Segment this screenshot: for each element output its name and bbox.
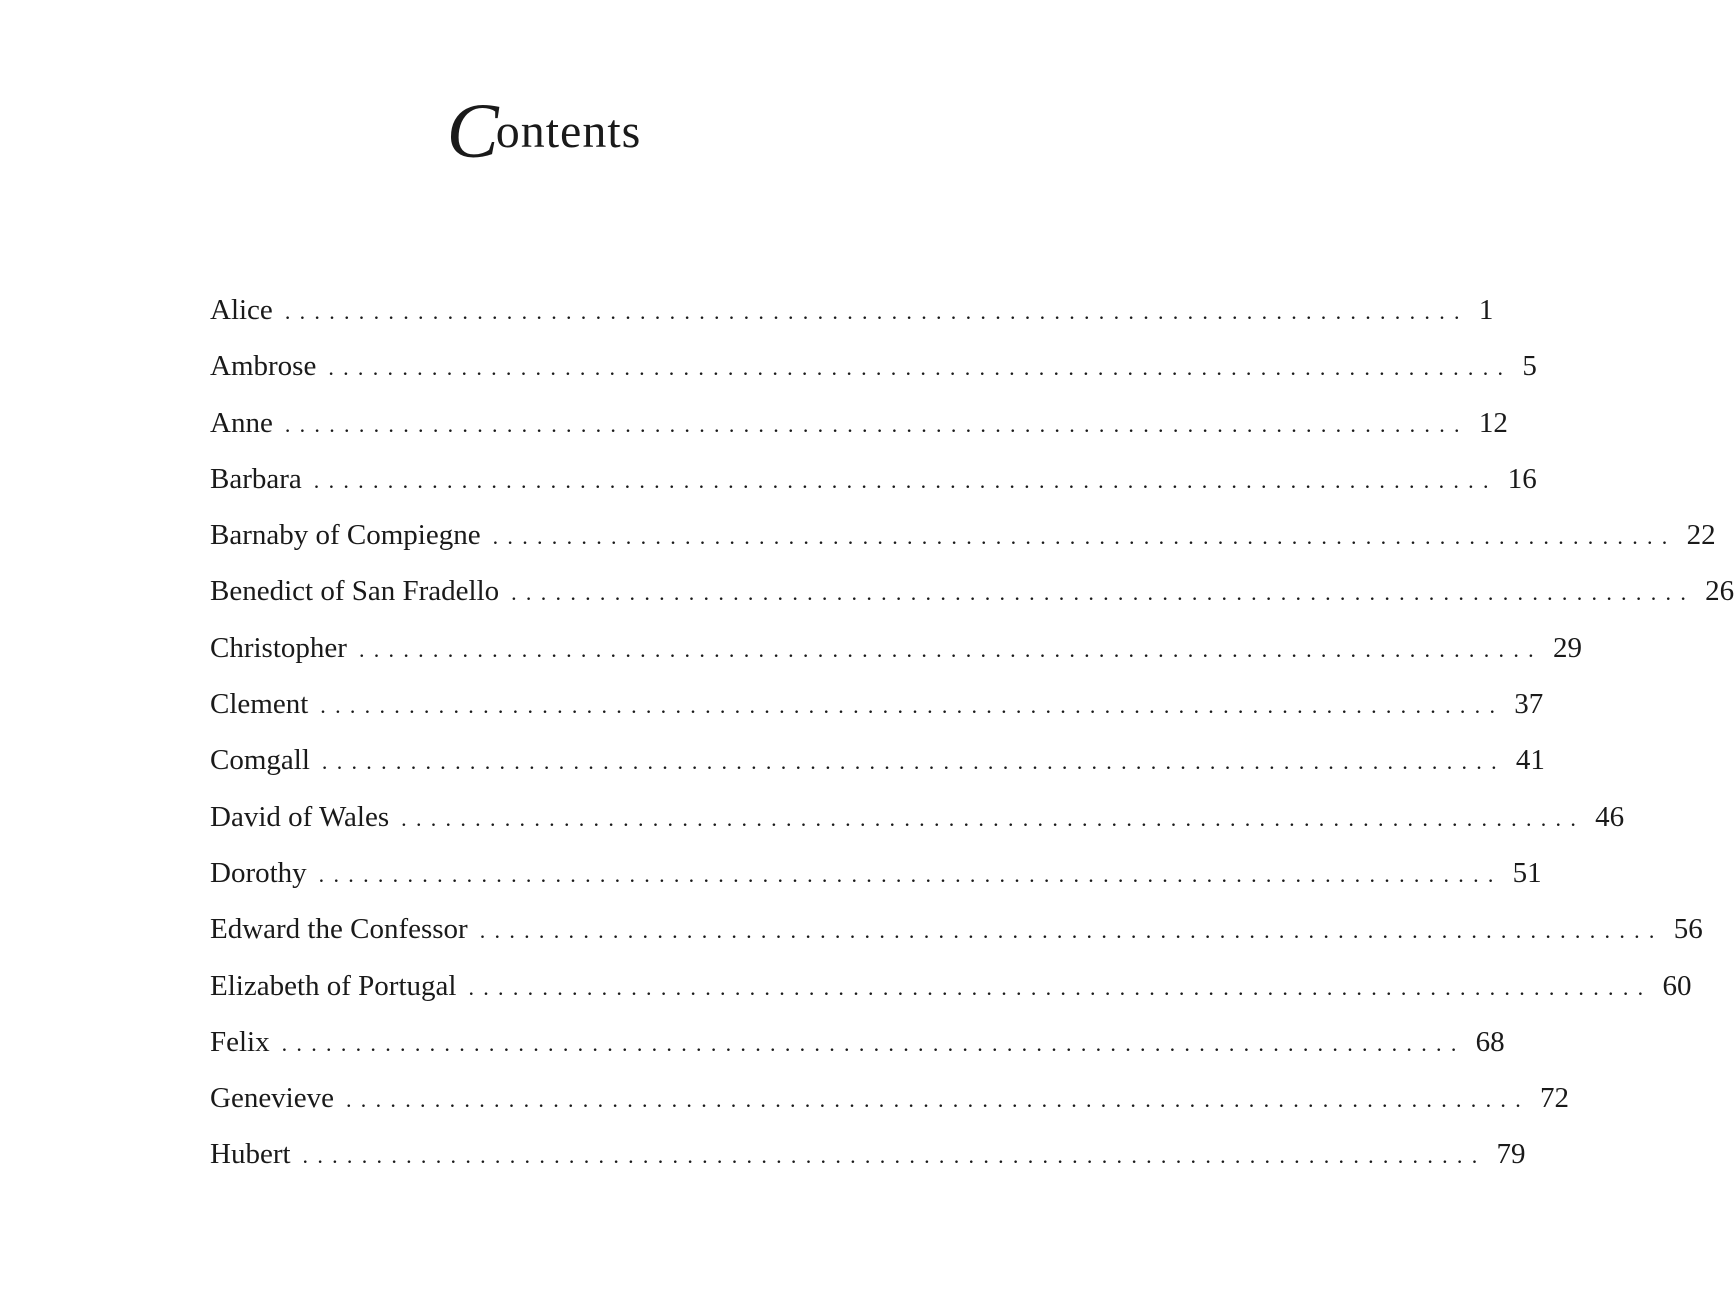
title-rest: ontents bbox=[495, 105, 642, 158]
dot-leader: ................................................................................ bbox=[320, 693, 1505, 719]
toc-entry-name: Edward the Confessor bbox=[210, 913, 468, 946]
toc-entry-name: Alice bbox=[210, 294, 273, 326]
toc-entry[interactable] bbox=[210, 350, 1537, 408]
dot-leader: ................................................................................ bbox=[281, 1030, 1466, 1056]
toc-entry-name: Barnaby of Compiegne bbox=[210, 519, 481, 552]
toc-entry[interactable] bbox=[210, 294, 1494, 352]
toc-entry-name: Genevieve bbox=[210, 1082, 334, 1115]
toc-entry-page: 41 bbox=[1515, 744, 1545, 777]
toc-entry[interactable] bbox=[210, 519, 1716, 577]
toc-entry-page: 29 bbox=[1552, 631, 1582, 664]
dot-leader: ................................................................................ bbox=[511, 580, 1696, 606]
toc-entry[interactable] bbox=[210, 744, 1545, 802]
dot-leader: ................................................................................ bbox=[479, 918, 1664, 944]
toc-entry[interactable] bbox=[210, 1025, 1505, 1084]
toc-entry-name: Comgall bbox=[210, 744, 310, 777]
toc-entry[interactable] bbox=[210, 856, 1542, 915]
dot-leader: ................................................................................ bbox=[284, 299, 1469, 324]
toc-entry-page: 16 bbox=[1507, 462, 1537, 495]
toc-entry-name: Clement bbox=[210, 688, 309, 721]
toc-entry-page: 12 bbox=[1478, 406, 1508, 439]
dot-leader: ................................................................................ bbox=[302, 1143, 1487, 1169]
dot-leader: ................................................................................ bbox=[401, 805, 1586, 831]
toc-entry[interactable] bbox=[210, 800, 1625, 859]
toc-entry-page: 68 bbox=[1475, 1025, 1505, 1058]
toc-entry-name: Ambrose bbox=[210, 350, 317, 383]
dot-leader: ................................................................................ bbox=[313, 467, 1498, 493]
toc-entry[interactable] bbox=[210, 406, 1508, 465]
toc-entry-page: 26 bbox=[1705, 575, 1734, 608]
page-title bbox=[0, 87, 1088, 174]
dot-leader: ................................................................................ bbox=[346, 1087, 1530, 1113]
toc-entry-page: 5 bbox=[1522, 350, 1537, 383]
toc-entry[interactable] bbox=[210, 631, 1582, 690]
toc-entry-name: Hubert bbox=[210, 1138, 291, 1171]
dot-leader: ................................................................................ bbox=[358, 636, 1543, 662]
toc-entry-page: 22 bbox=[1686, 519, 1716, 552]
dot-leader: ................................................................................ bbox=[468, 974, 1653, 1000]
dot-leader: ................................................................................ bbox=[321, 749, 1506, 775]
toc-entry-page: 60 bbox=[1662, 969, 1692, 1002]
toc-entry-name: Barbara bbox=[210, 462, 302, 495]
dot-leader: ................................................................................ bbox=[318, 861, 1503, 887]
toc-entry-page: 72 bbox=[1540, 1082, 1569, 1115]
toc-entry-page: 51 bbox=[1512, 856, 1542, 889]
toc-entry[interactable] bbox=[210, 688, 1544, 746]
toc-entry[interactable] bbox=[210, 462, 1537, 521]
toc-entry-name: David of Wales bbox=[210, 800, 390, 833]
toc-entry-page: 46 bbox=[1595, 800, 1625, 833]
toc-entry[interactable] bbox=[210, 1138, 1526, 1196]
toc-entry-page: 56 bbox=[1673, 913, 1703, 946]
toc-entry-name: Christopher bbox=[210, 631, 347, 664]
title-initial: C bbox=[446, 87, 500, 174]
toc-entry[interactable] bbox=[210, 913, 1703, 971]
toc-entry-name: Felix bbox=[210, 1025, 270, 1058]
toc-entry[interactable] bbox=[210, 969, 1692, 1028]
toc-entry-page: 37 bbox=[1514, 688, 1544, 721]
toc-entry-page: 79 bbox=[1496, 1138, 1526, 1171]
toc-entry-name: Anne bbox=[210, 406, 273, 439]
table-of-contents bbox=[210, 294, 1734, 1197]
toc-entry[interactable] bbox=[210, 575, 1734, 633]
toc-entry-page: 1 bbox=[1478, 294, 1494, 326]
dot-leader: ................................................................................ bbox=[492, 524, 1677, 550]
dot-leader: ................................................................................ bbox=[284, 411, 1469, 437]
dot-leader: ................................................................................ bbox=[328, 355, 1513, 381]
toc-entry-name: Elizabeth of Portugal bbox=[210, 969, 457, 1002]
toc-entry-name: Dorothy bbox=[210, 856, 307, 889]
toc-entry[interactable] bbox=[210, 1082, 1569, 1140]
toc-entry-name: Benedict of San Fradello bbox=[210, 575, 500, 608]
